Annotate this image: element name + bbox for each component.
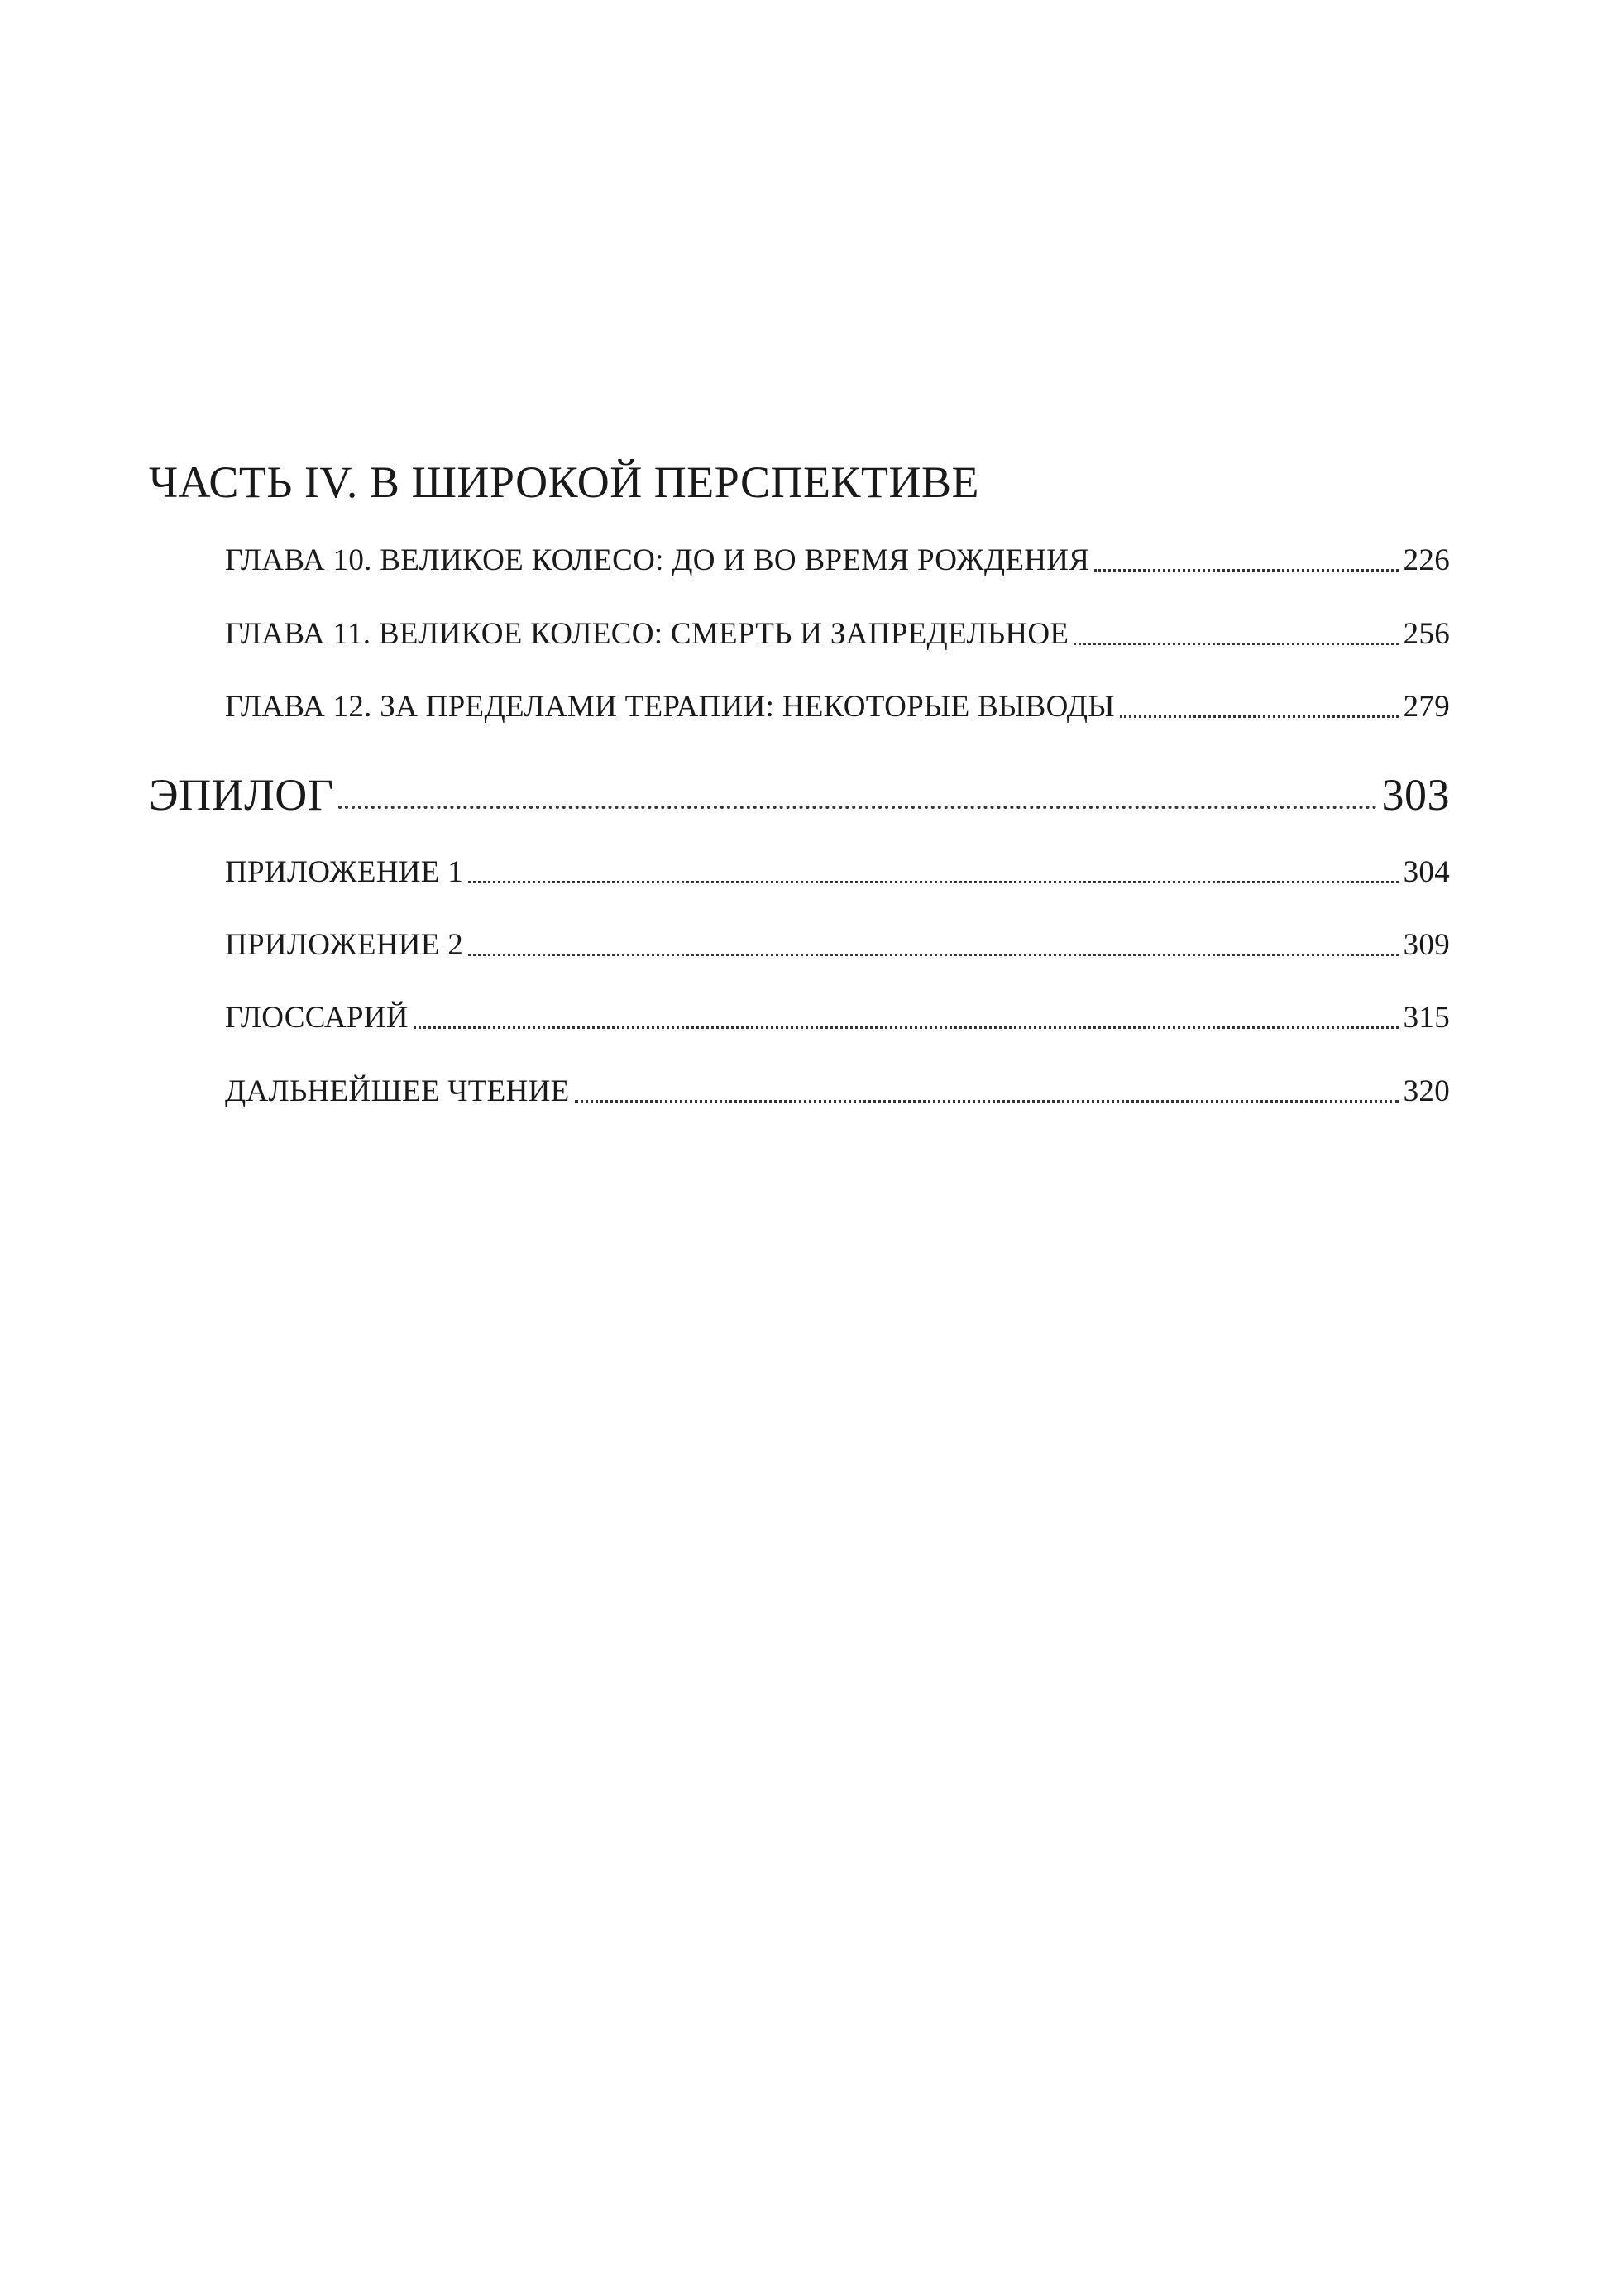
toc-entry-page: 304 bbox=[1403, 855, 1450, 889]
dot-leader bbox=[575, 1072, 1399, 1112]
toc-entry-further-reading[interactable] bbox=[225, 1072, 1450, 1112]
dot-leader bbox=[1094, 541, 1398, 581]
dot-leader bbox=[414, 998, 1399, 1038]
dot-leader bbox=[1074, 615, 1398, 654]
dot-leader bbox=[468, 926, 1399, 965]
toc-entry-label: ГЛОССАРИЙ bbox=[225, 1001, 409, 1035]
part-heading: ЧАСТЬ IV. В ШИРОКОЙ ПЕРСПЕКТИВЕ bbox=[149, 457, 979, 507]
toc-entry-chapter-12[interactable] bbox=[225, 687, 1450, 727]
toc-entry-label: ГЛАВА 11. ВЕЛИКОЕ КОЛЕСО: СМЕРТЬ И ЗАПРЕДЕЛЬНОЕ bbox=[225, 617, 1069, 651]
toc-entry-appendix-1[interactable] bbox=[225, 853, 1450, 892]
toc-entry-page: 303 bbox=[1381, 770, 1450, 820]
toc-entry-label: ДАЛЬНЕЙШЕЕ ЧТЕНИЕ bbox=[225, 1074, 570, 1108]
toc-entry-label: ПРИЛОЖЕНИЕ 2 bbox=[225, 928, 464, 962]
toc-entry-chapter-10[interactable] bbox=[225, 541, 1450, 581]
toc-entry-page: 320 bbox=[1403, 1074, 1450, 1108]
toc-entry-page: 315 bbox=[1403, 1001, 1450, 1035]
dot-leader bbox=[1120, 687, 1399, 727]
toc-entry-epilogue[interactable] bbox=[149, 768, 1450, 821]
toc-entry-page: 226 bbox=[1403, 543, 1450, 577]
toc-entry-appendix-2[interactable] bbox=[225, 926, 1450, 965]
toc-entry-label: ГЛАВА 10. ВЕЛИКОЕ КОЛЕСО: ДО И ВО ВРЕМЯ РОЖДЕНИЯ bbox=[225, 543, 1090, 577]
toc-entry-label: ГЛАВА 12. ЗА ПРЕДЕЛАМИ ТЕРАПИИ: НЕКОТОРЫЕ ВЫВОДЫ bbox=[225, 690, 1115, 724]
dot-leader bbox=[468, 853, 1399, 892]
toc-entry-label: ПРИЛОЖЕНИЕ 1 bbox=[225, 855, 464, 889]
toc-entry-glossary[interactable] bbox=[225, 998, 1450, 1038]
toc-entry-page: 279 bbox=[1403, 690, 1450, 724]
toc-entry-page: 309 bbox=[1403, 928, 1450, 962]
toc-entry-page: 256 bbox=[1403, 617, 1450, 651]
toc-entry-chapter-11[interactable] bbox=[225, 615, 1450, 654]
dot-leader bbox=[338, 768, 1376, 821]
toc-entry-label: ЭПИЛОГ bbox=[149, 770, 334, 820]
